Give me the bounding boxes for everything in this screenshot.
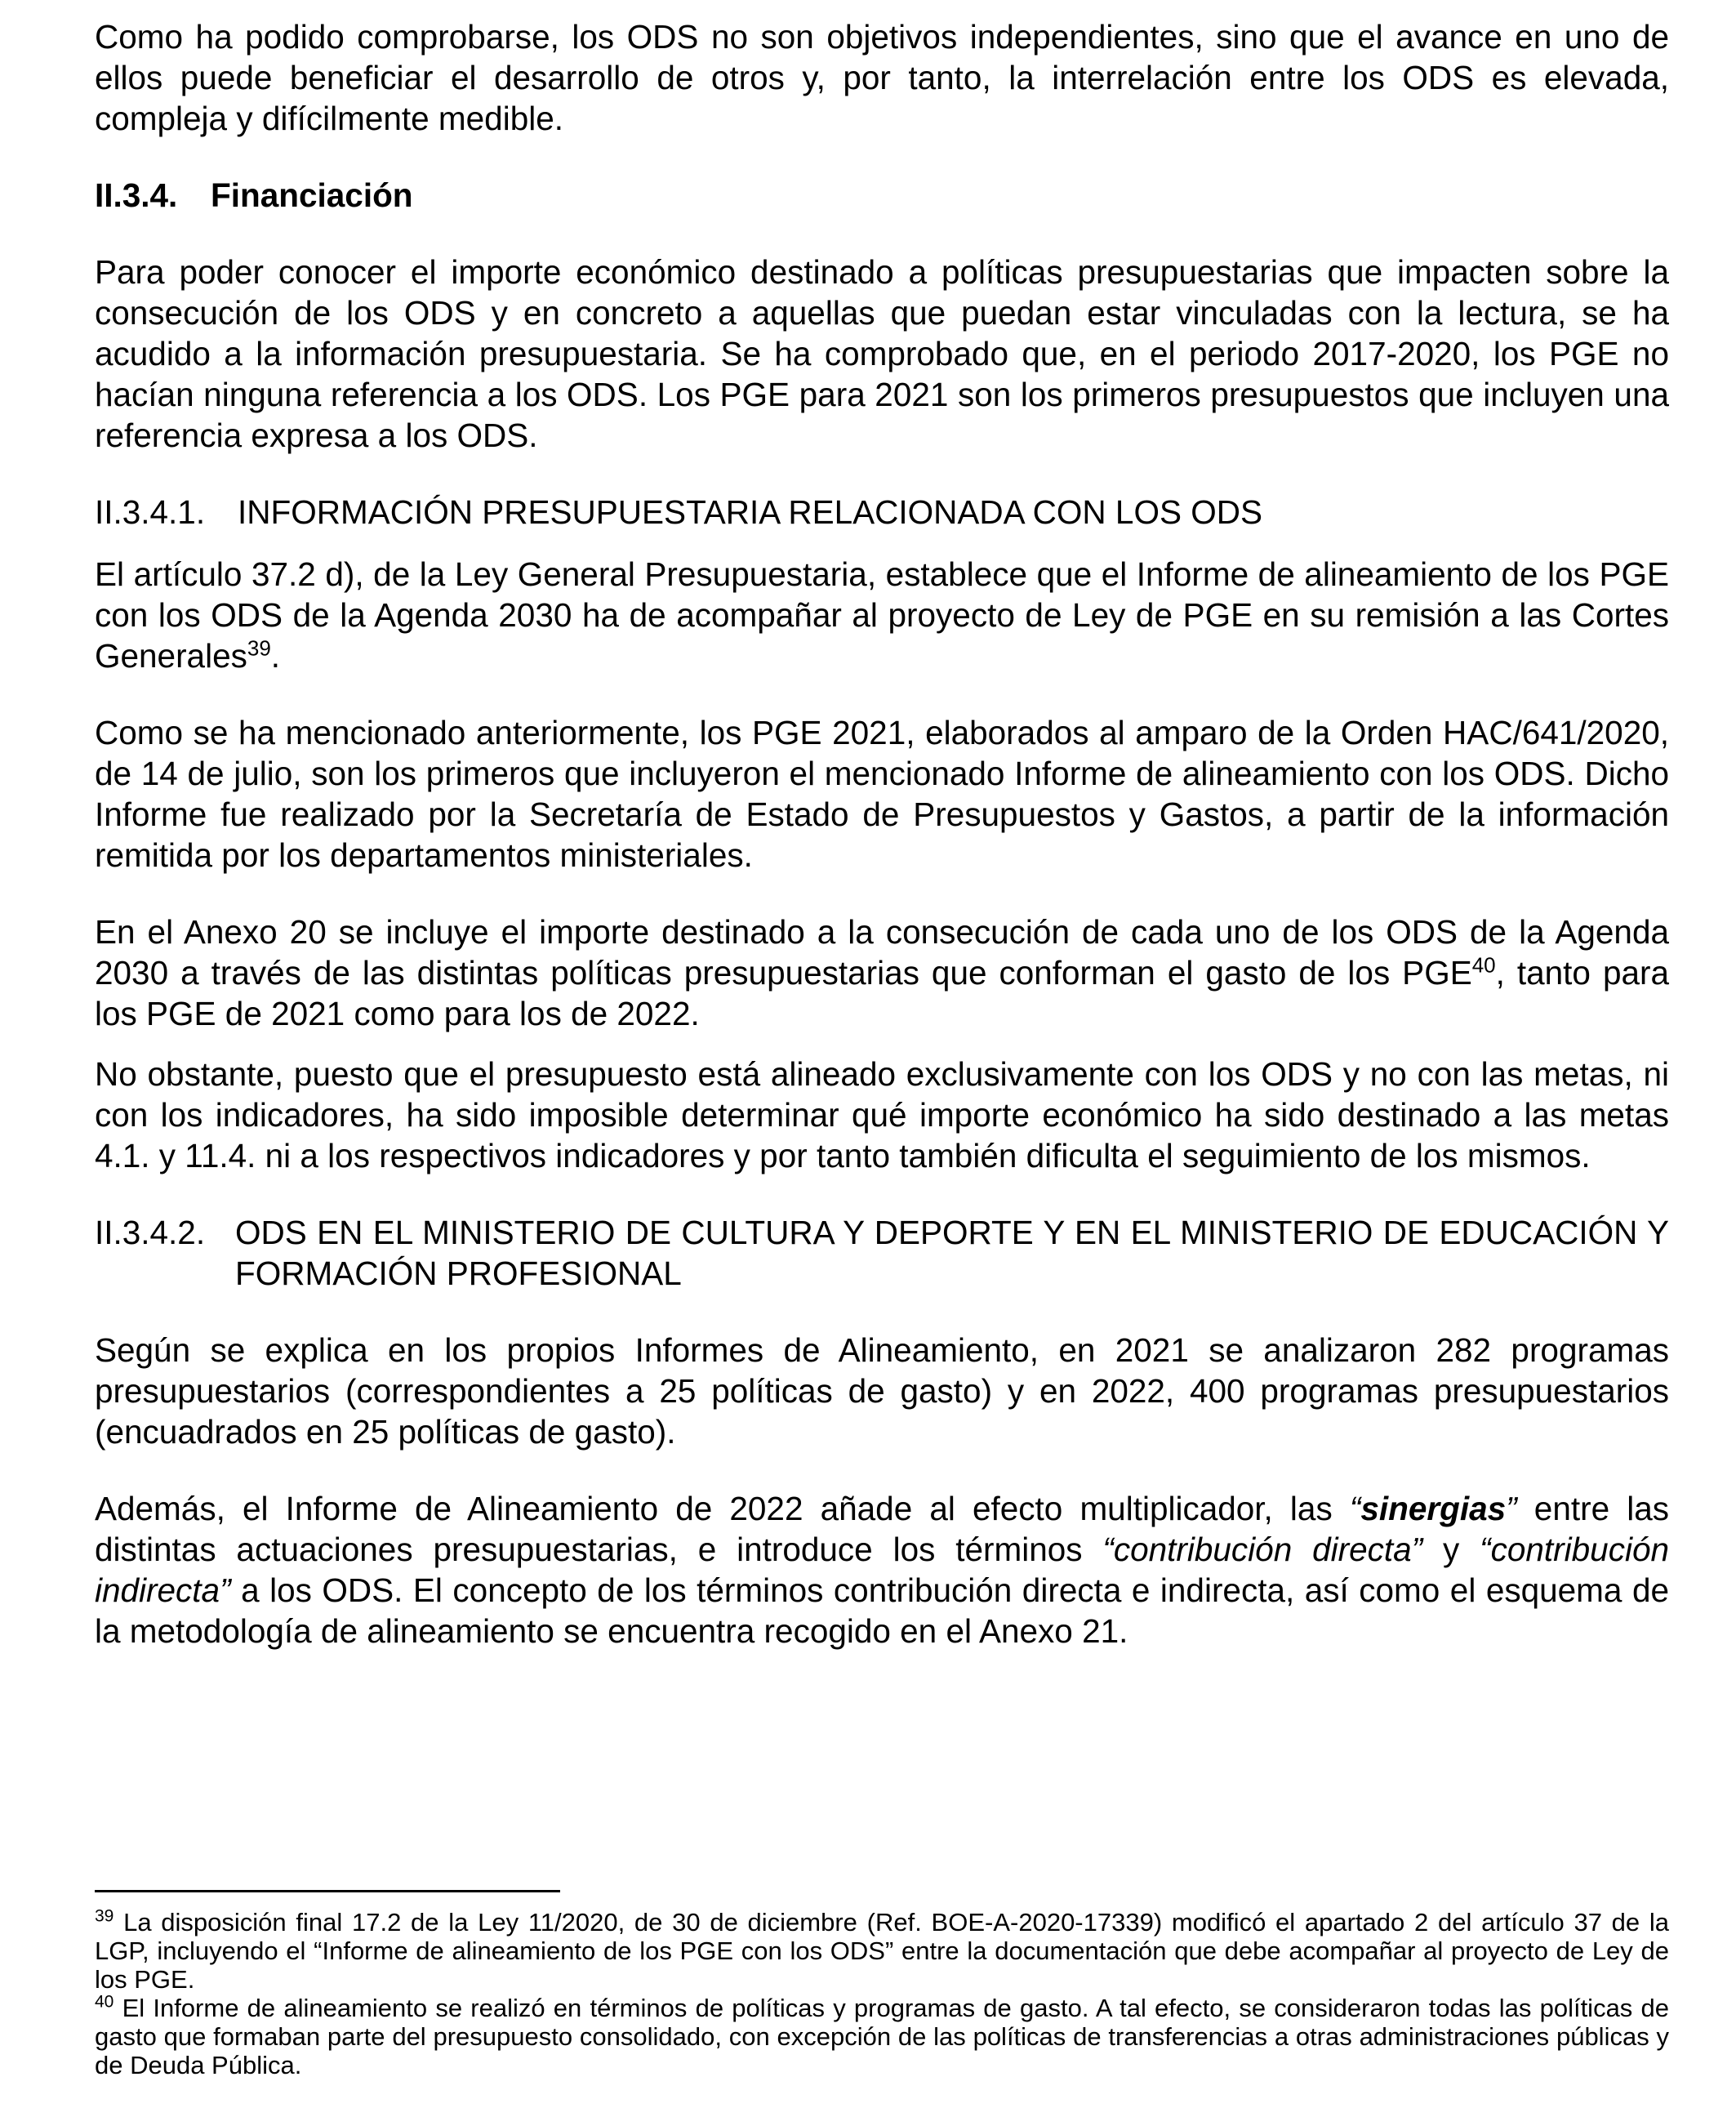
- paragraph-anexo-20: [95, 911, 1669, 1034]
- quote-close: ”: [1506, 1490, 1517, 1527]
- footnote-number: 39: [95, 1906, 114, 1926]
- paragraph-pge-2021: Como se ha mencionado anteriormente, los PGE 2021, elaborados al amparo de la Orden HAC/641/2020, de 14 de julio, son los primeros que incluyeron el mencionado Informe de alineamiento con los ODS. Dicho Informe fue realizado por la Secretaría de Estado de Presupuestos y Gastos, a partir de la información remitida por los departamentos ministeriales.: [95, 714, 1669, 874]
- term-contribucion-indirecta: “contribución indirecta”: [95, 1531, 1669, 1609]
- subsection-heading-ministerios: [95, 1212, 1669, 1294]
- footnote-text: El Informe de alineamiento se realizó en términos de políticas y programas de gasto. A tal efecto, se consideraron todas las políticas de gasto que formaban parte del presupuesto consolidado, con excepción de las políticas de transferencias a otras administraciones públicas y de Deuda Pública.: [95, 1994, 1669, 2079]
- paragraph-text: entre las distintas actuaciones presupuestarias, e introduce los términos: [95, 1490, 1670, 1568]
- subsection-title: ODS EN EL MINISTERIO DE CULTURA Y DEPORTE Y EN EL MINISTERIO DE EDUCACIÓN Y FORMACIÓN PROFESIONAL: [235, 1214, 1669, 1292]
- emphasis-sinergias: sinergias: [1360, 1490, 1507, 1527]
- section-number: II.3.4.: [95, 176, 178, 214]
- subsection-number: II.3.4.2.: [95, 1214, 206, 1251]
- footnote-text: La disposición final 17.2 de la Ley 11/2020, de 30 de diciembre (Ref. BOE-A-2020-17339) modificó el apartado 2 del artículo 37 de la LGP, incluyendo el “Informe de alineamiento de los PGE con los ODS” entre la documentación que debe acompañar al proyecto de Ley de los PGE.: [95, 1908, 1669, 1994]
- footnotes: [95, 1908, 1669, 2079]
- paragraph-text: El artículo 37.2 d), de la Ley General Presupuestaria, establece que el Informe de alineamiento de los PGE con los ODS de la Agenda 2030 ha de acompañar al proyecto de Ley de PGE en su remisión a las Cortes Generales: [95, 555, 1669, 675]
- paragraph-informes-alineamiento: Según se explica en los propios Informes de Alineamiento, en 2021 se analizaron 282 programas presupuestarios (correspondientes a 25 políticas de gasto) y en 2022, 400 programas presupuestarios (encuadrados en 25 políticas de gasto).: [95, 1331, 1669, 1451]
- section-title: Financiación: [211, 176, 413, 214]
- document-body: [95, 16, 1669, 1651]
- paragraph-articulo-37: [95, 554, 1669, 676]
- footnote-ref-40[interactable]: 40: [1471, 952, 1496, 978]
- quote-open: “: [1349, 1490, 1361, 1527]
- section-heading-financiacion: [95, 175, 1669, 216]
- footnote-39: [95, 1908, 1669, 1994]
- paragraph-budget-info: Para poder conocer el importe económico destinado a políticas presupuestarias que impacten sobre la consecución de los ODS y en concreto a aquellas que puedan estar vinculadas con la lectura, se ha acudido a la información presupuestaria. Se ha comprobado que, en el periodo 2017-2020, los PGE no hacían ninguna referencia a los ODS. Los PGE para 2021 son los primeros presupuestos que incluyen una referencia expresa a los ODS.: [95, 253, 1669, 454]
- subsection-number: II.3.4.1.: [95, 493, 206, 531]
- term-contribucion-directa: “contribución directa”: [1102, 1531, 1423, 1568]
- footnote-ref-39[interactable]: 39: [247, 635, 271, 661]
- paragraph-ods-interrelation: Como ha podido comprobarse, los ODS no son objetivos independientes, sino que el avance en uno de ellos puede beneficiar el desarrollo de otros y, por tanto, la interrelación entre los ODS es elevada, compleja y difícilmente medible.: [95, 18, 1669, 137]
- paragraph-sinergias: [95, 1488, 1669, 1651]
- subsection-title: INFORMACIÓN PRESUPUESTARIA RELACIONADA CON LOS ODS: [238, 493, 1262, 531]
- footnote-number: 40: [95, 1992, 114, 2012]
- paragraph-text: a los ODS. El concepto de los términos contribución directa e indirecta, así como el esquema de la metodología de alineamiento se encuentra recogido en el Anexo 21.: [95, 1571, 1669, 1650]
- footnote-40: [95, 1994, 1669, 2079]
- paragraph-no-obstante: No obstante, puesto que el presupuesto está alineado exclusivamente con los ODS y no con las metas, ni con los indicadores, ha sido imposible determinar qué importe económico ha sido destinado a las metas 4.1. y 11.4. ni a los respectivos indicadores y por tanto también dificulta el seguimiento de los mismos.: [95, 1055, 1669, 1174]
- footnote-separator: [95, 1890, 560, 1892]
- paragraph-text: En el Anexo 20 se incluye el importe destinado a la consecución de cada uno de los ODS de la Agenda 2030 a través de las distintas políticas presupuestarias que conforman el gasto de los PGE: [95, 913, 1669, 992]
- paragraph-text-end: .: [270, 637, 281, 675]
- paragraph-text: y: [1422, 1531, 1480, 1568]
- subsection-heading-informacion: [95, 492, 1669, 533]
- paragraph-text: Además, el Informe de Alineamiento de 2022 añade al efecto multiplicador, las: [95, 1490, 1350, 1527]
- paragraph-text-end: , tanto para los PGE de 2021 como para los de 2022.: [95, 954, 1670, 1032]
